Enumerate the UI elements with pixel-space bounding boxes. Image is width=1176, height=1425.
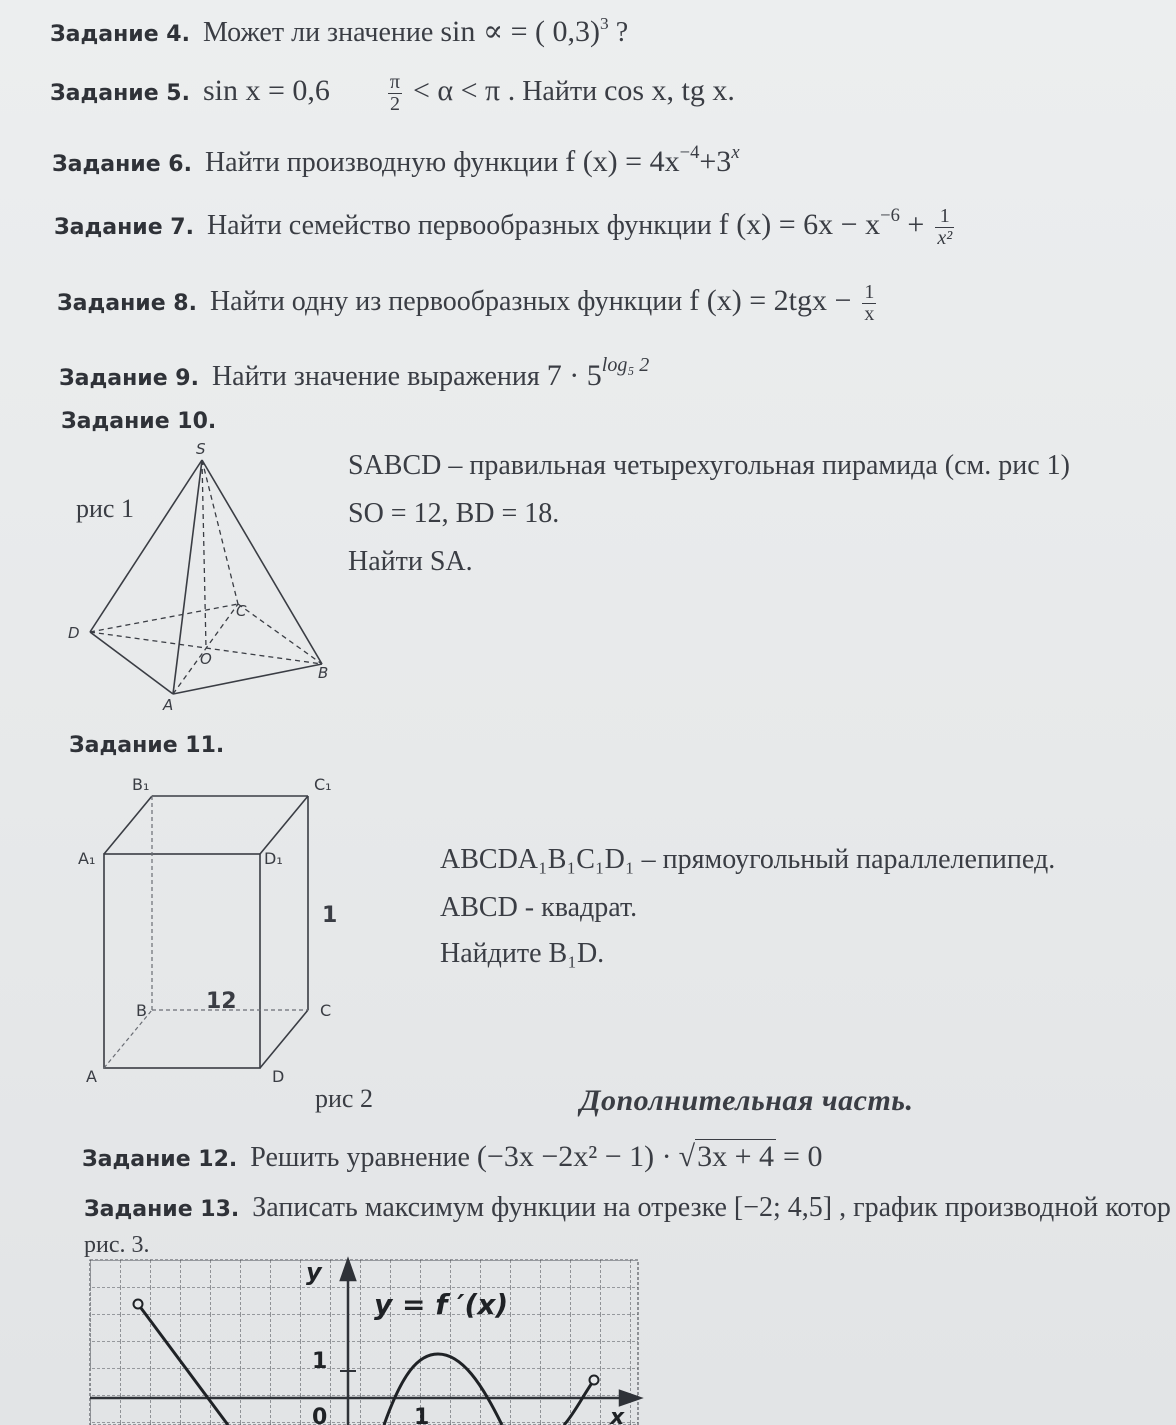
task-5-label: Задание 5.: [50, 80, 190, 106]
tick-label-x1: 1: [414, 1405, 430, 1425]
figure-2-caption: рис 2: [315, 1084, 373, 1113]
task-7-function: f $(x) = 6x - x^{-6}$ +: [718, 205, 925, 242]
task-5-target: cos x, tg x.: [604, 73, 735, 107]
task-6-function: f $(x) = 4x^{-4}+3^x$: [565, 142, 740, 179]
task-9-text: Найти значение выражения: [211, 361, 540, 392]
task-7-fraction: $\frac{1}{\text{x²}}$: [937, 205, 953, 250]
task-11-line-3: Найдите B₁D.: [440, 938, 605, 969]
task-5-fraction: $\frac{\pi}{2}$: [389, 71, 400, 115]
point-d: D: [68, 624, 80, 642]
task-9-exponent: log₅ 2: [601, 354, 650, 376]
task-9: [59, 354, 649, 393]
task-11-line-2: ABCD - квадрат.: [440, 892, 638, 923]
edge-dc: [260, 1010, 308, 1068]
task-12-text: Решить уравнение: [250, 1142, 470, 1173]
point-s: S: [196, 440, 206, 458]
task-8-text: Найти одну из первообразных функции: [209, 285, 683, 317]
task-12: [82, 1140, 822, 1174]
task-5-text: Найти: [522, 75, 598, 107]
edge-sb: [202, 460, 322, 664]
height-so: [202, 460, 206, 648]
task-9-expr: 7 · 5: [546, 359, 602, 392]
task-7: [54, 205, 958, 249]
edge-label-1: 1: [322, 903, 338, 928]
task-10-line-2: SO = 12, BD = 18.: [348, 498, 560, 529]
task-8-fraction: $\frac{1}{x}$: [864, 281, 875, 325]
task-5: [50, 72, 735, 115]
edge-a1b1: [104, 796, 152, 854]
task-10-line-1: SABCD – правильная четырехугольная пирамида (см. рис 1): [348, 450, 1070, 481]
task-8-function: f (x) = 2tgx −: [689, 283, 852, 317]
parallelepiped-figure: [74, 770, 354, 1090]
figure-3-caption: рис. 3.: [84, 1232, 150, 1258]
task-12-expr: (−3x −2x² − 1) ·: [476, 1140, 672, 1173]
task-4-exponent: 3: [600, 14, 609, 33]
task-11: [69, 728, 230, 760]
point-a: A: [86, 1067, 97, 1086]
axis-x-label: x: [610, 1405, 625, 1425]
edge-label-12: 12: [206, 989, 237, 1014]
point-c: C: [320, 1001, 332, 1020]
edge-sa: [173, 460, 202, 694]
point-a1: A₁: [78, 849, 96, 868]
task-8: [57, 282, 880, 325]
task-4-label: Задание 4.: [50, 22, 190, 48]
task-4-tail: ?: [615, 17, 629, 49]
graph-grid: [90, 1260, 638, 1425]
task-8-label: Задание 8.: [57, 290, 197, 316]
task-6: [52, 142, 740, 179]
task-12-sqrt: √3x + 4: [678, 1140, 775, 1173]
task-13: [84, 1192, 1171, 1224]
edge-da: [90, 632, 173, 694]
task-13-label: Задание 13.: [84, 1197, 240, 1222]
point-d1: D₁: [264, 849, 283, 868]
edge-d1c1: [260, 796, 308, 854]
axis-y-label: y: [306, 1258, 322, 1286]
task-10-label: Задание 10.: [61, 409, 217, 434]
edge-ab: [173, 664, 322, 694]
point-c: C: [236, 602, 247, 620]
extra-part-heading: Дополнительная часть.: [580, 1084, 914, 1117]
graph-title: y = f ′(x): [374, 1288, 509, 1321]
task-10: [61, 404, 222, 436]
task-7-text: Найти семейство первообразных функции: [206, 210, 712, 242]
task-4-expr: sin ∝ = ( 0,3): [440, 15, 601, 49]
edge-dc: [90, 604, 238, 632]
task-4: [50, 14, 628, 49]
tick-label-0: 0: [312, 1405, 328, 1425]
front-face: [104, 854, 260, 1068]
tick-label-1: 1: [312, 1349, 328, 1374]
task-5-expr: sin x = 0,6: [202, 73, 330, 107]
curve-end-point: [590, 1376, 599, 1385]
task-11-label: Задание 11.: [69, 733, 225, 758]
task-4-text: Может ли значение: [202, 17, 434, 49]
point-b1: B₁: [132, 775, 150, 794]
task-7-label: Задание 7.: [54, 215, 194, 241]
edge-sc: [202, 460, 238, 604]
task-9-label: Задание 9.: [59, 366, 199, 391]
point-d: D: [272, 1067, 285, 1086]
task-6-label: Задание 6.: [52, 152, 192, 178]
point-b: B: [318, 664, 329, 682]
point-b: B: [136, 1001, 147, 1020]
task-12-label: Задание 12.: [82, 1147, 238, 1172]
task-12-tail: = 0: [783, 1140, 823, 1173]
edge-sd: [90, 460, 202, 632]
task-6-text: Найти производную функции: [204, 147, 559, 179]
figure-1-caption: рис 1: [76, 494, 134, 523]
task-5-inequality: < α < π .: [413, 73, 516, 107]
point-a: A: [163, 696, 174, 714]
edge-cb: [238, 604, 322, 664]
point-c1: C₁: [314, 775, 332, 794]
pyramid-figure: [60, 436, 350, 726]
point-o: O: [200, 650, 212, 668]
task-13-text: Записать максимум функции на отрезке [−2; 4,5] , график производной котор: [252, 1192, 1171, 1223]
task-10-line-3: Найти SA.: [348, 546, 473, 577]
curve-start-point: [134, 1300, 143, 1309]
derivative-graph: [84, 1254, 644, 1425]
task-11-line-1: ABCDA₁B₁C₁D₁ – прямоугольный параллелепипед.: [440, 844, 1056, 875]
